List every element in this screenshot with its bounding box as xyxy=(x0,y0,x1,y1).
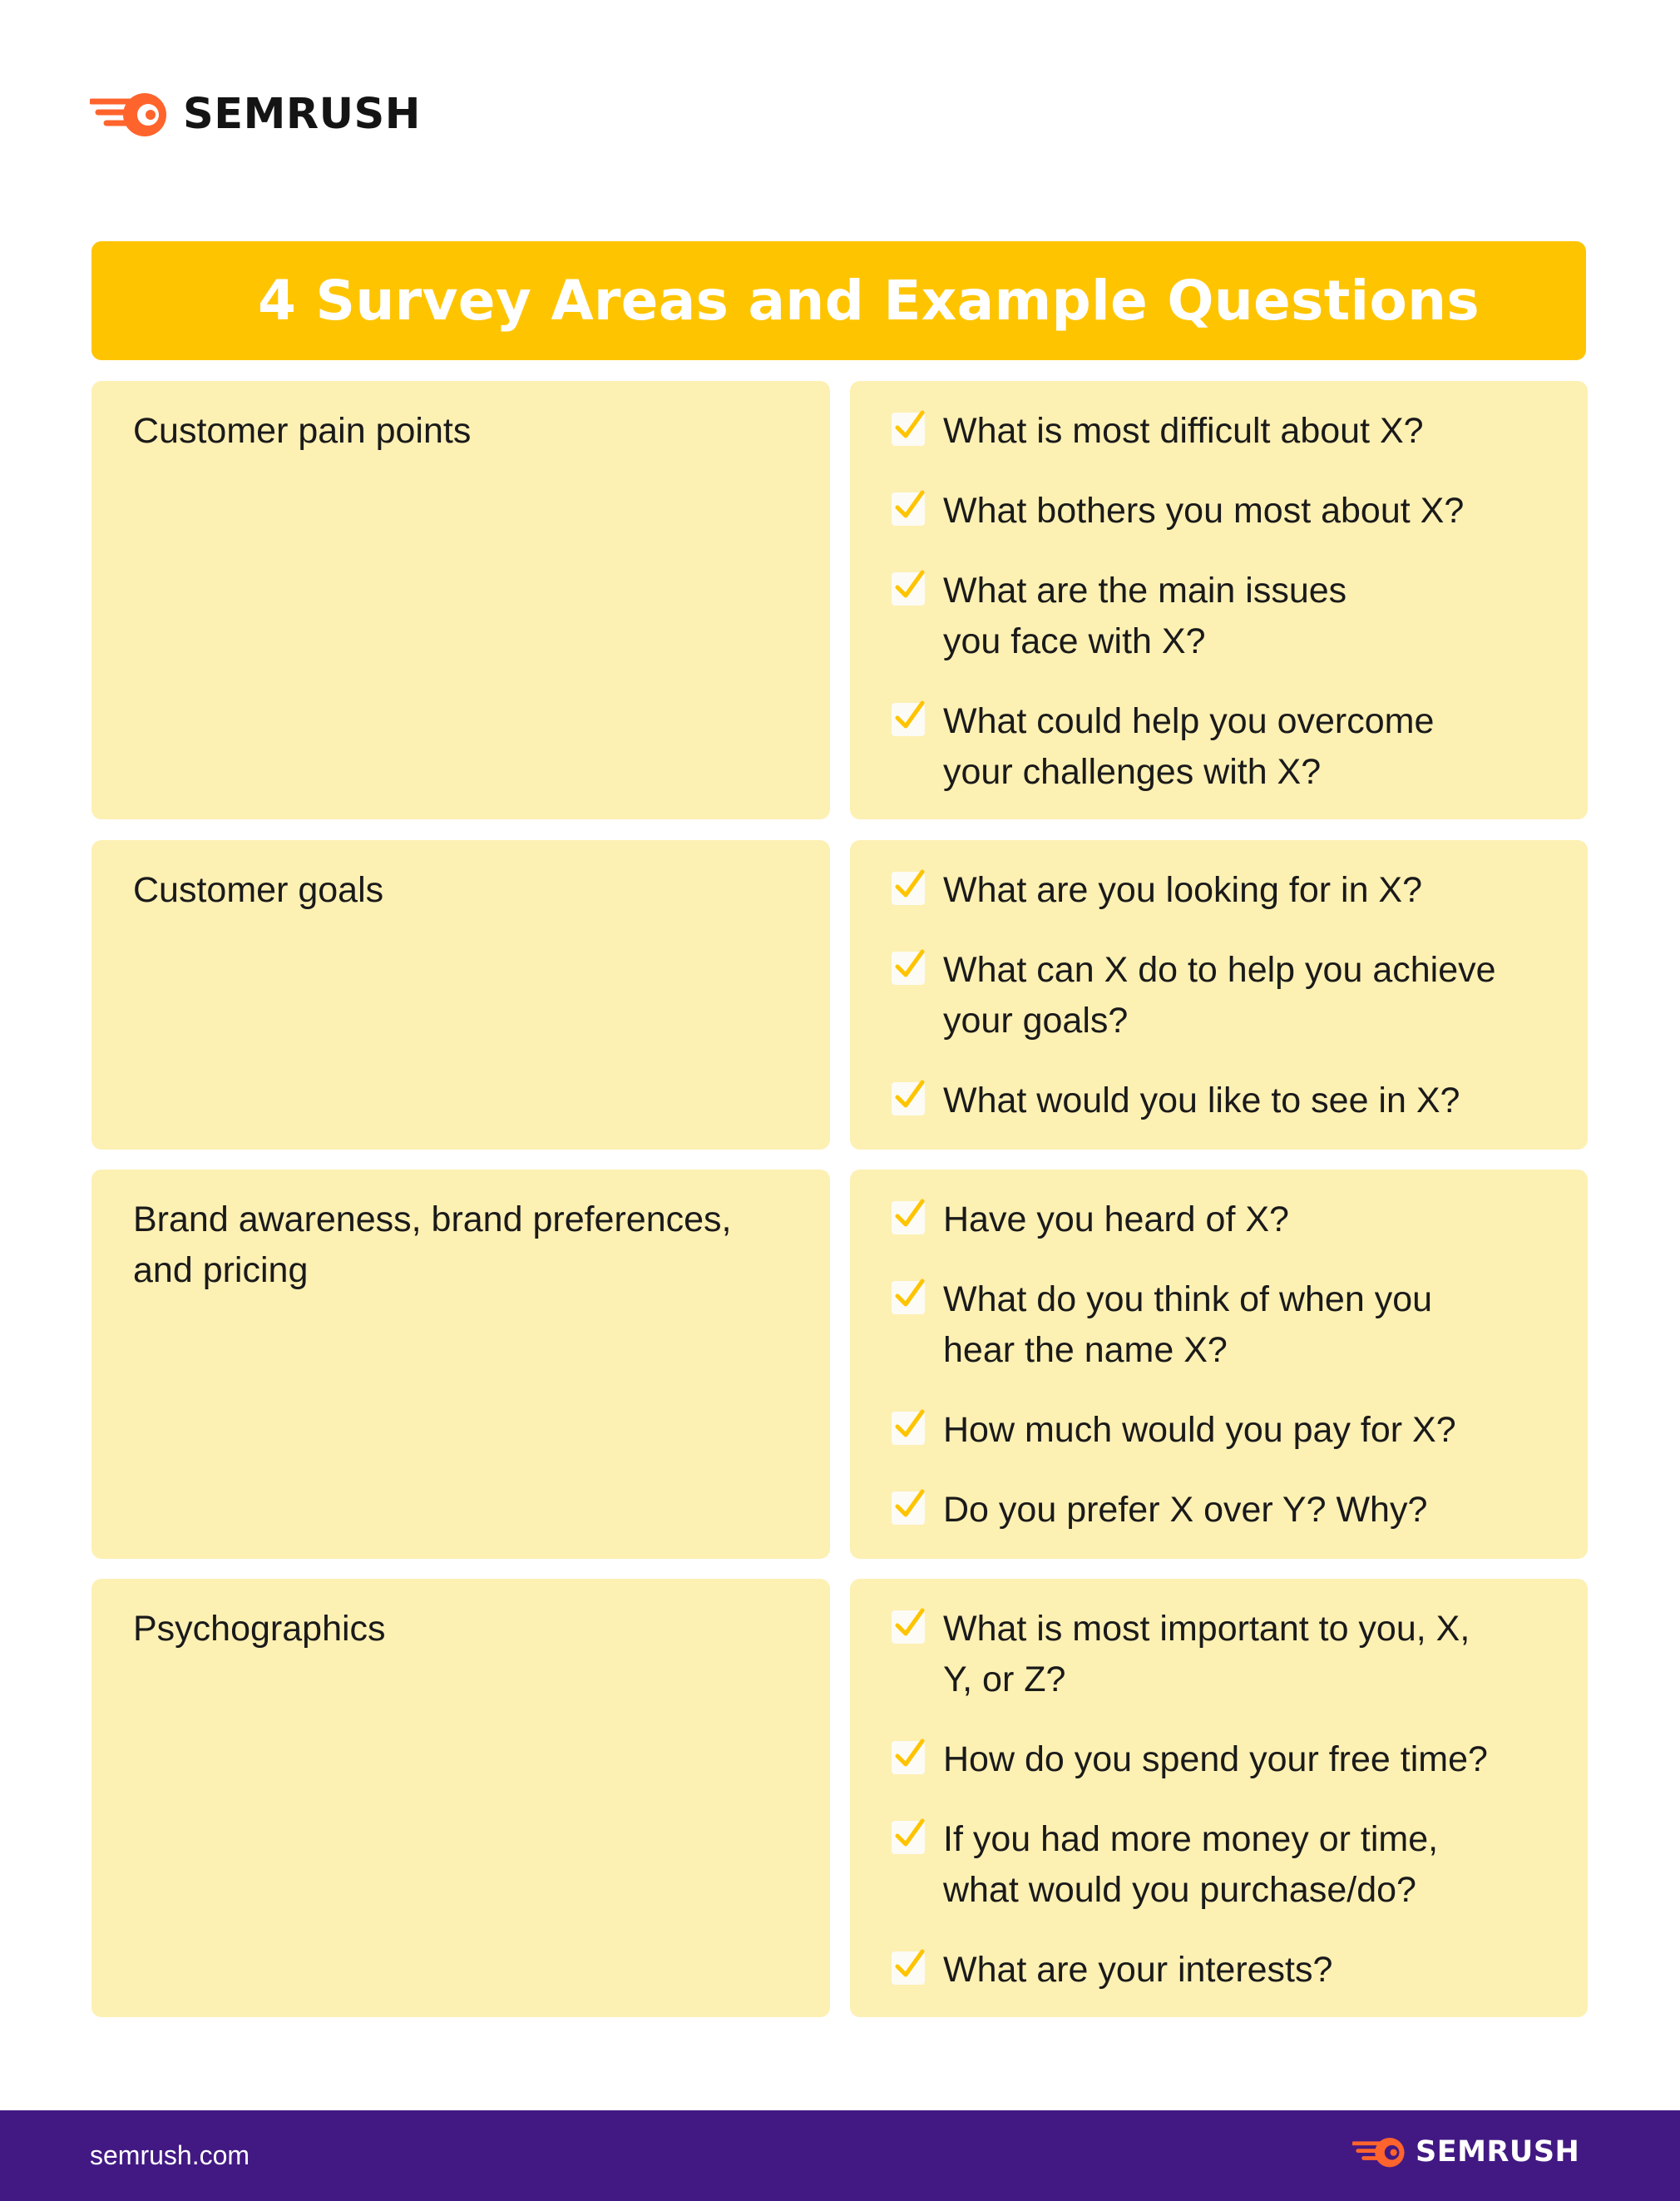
checkmark-icon xyxy=(892,1610,925,1644)
title-banner xyxy=(91,241,1586,360)
checkmark-icon xyxy=(892,1201,925,1234)
checkmark-icon xyxy=(892,1951,925,1985)
questions-cell-brand xyxy=(850,1170,1588,1559)
question-item xyxy=(892,696,1574,798)
question-text: What is most difficult about X? xyxy=(943,411,1424,451)
question-item xyxy=(892,1194,1574,1245)
checkmark-icon xyxy=(892,872,925,905)
question-text: What do you think of when you hear the name X? xyxy=(943,1279,1433,1370)
checkmark-icon xyxy=(892,492,925,526)
checkmark-icon xyxy=(892,1741,925,1774)
question-list xyxy=(892,1604,1574,1996)
questions-cell-goals xyxy=(850,840,1588,1150)
checkmark-icon xyxy=(892,1412,925,1445)
question-list xyxy=(892,865,1574,1126)
question-item xyxy=(892,566,1574,667)
question-item xyxy=(892,1945,1574,1996)
semrush-logo xyxy=(90,90,421,138)
question-text: Have you heard of X? xyxy=(943,1199,1289,1239)
question-text: What are you looking for in X? xyxy=(943,870,1423,910)
question-item xyxy=(892,1814,1574,1916)
question-text: What are the main issues you face with X? xyxy=(943,571,1347,661)
question-item xyxy=(892,1734,1574,1785)
question-item xyxy=(892,406,1574,457)
question-item xyxy=(892,1405,1574,1456)
checkmark-icon xyxy=(892,1281,925,1314)
area-label: Psychographics xyxy=(133,1609,386,1649)
question-item xyxy=(892,945,1574,1046)
checkmark-icon xyxy=(892,572,925,606)
question-item xyxy=(892,865,1574,916)
checkmark-icon xyxy=(892,1821,925,1854)
question-text: How much would you pay for X? xyxy=(943,1410,1456,1450)
area-label: Customer pain points xyxy=(133,411,472,451)
footer-url[interactable]: semrush.com xyxy=(90,2140,250,2170)
checkmark-icon xyxy=(892,703,925,736)
checkmark-icon xyxy=(892,1082,925,1115)
checkmark-icon xyxy=(892,413,925,446)
questions-cell-pain-points xyxy=(850,381,1588,819)
checkmark-icon xyxy=(892,952,925,985)
area-cell-goals xyxy=(91,840,830,1150)
question-text: What bothers you most about X? xyxy=(943,491,1465,531)
footer-wordmark: SEMRUSH xyxy=(1416,2134,1580,2169)
area-cell-brand xyxy=(91,1170,830,1559)
question-item xyxy=(892,1274,1574,1376)
question-text: What can X do to help you achieve your goals? xyxy=(943,950,1496,1041)
question-text: How do you spend your free time? xyxy=(943,1739,1488,1779)
question-text: Do you prefer X over Y? Why? xyxy=(943,1490,1428,1530)
question-item xyxy=(892,1485,1574,1536)
question-list xyxy=(892,406,1574,798)
page-title: 4 Survey Areas and Example Questions xyxy=(258,269,1480,333)
area-cell-pain-points xyxy=(91,381,830,819)
question-item xyxy=(892,1076,1574,1126)
semrush-flame-icon xyxy=(1352,2135,1409,2169)
footer-bar xyxy=(0,2110,1680,2201)
semrush-flame-icon xyxy=(90,90,173,138)
logo-wordmark: SEMRUSH xyxy=(183,89,421,139)
area-label: Brand awareness, brand preferences, and pricing xyxy=(133,1199,732,1290)
question-text: What could help you overcome your challenges with X? xyxy=(943,701,1435,792)
question-text: What would you like to see in X? xyxy=(943,1081,1460,1120)
question-item xyxy=(892,1604,1574,1705)
checkmark-icon xyxy=(892,1491,925,1525)
question-text: What is most important to you, X, Y, or Z? xyxy=(943,1609,1470,1699)
question-list xyxy=(892,1194,1574,1536)
question-text: What are your interests? xyxy=(943,1950,1333,1990)
questions-cell-psychographics xyxy=(850,1579,1588,2017)
area-label: Customer goals xyxy=(133,870,384,910)
footer-logo xyxy=(1352,2135,1579,2169)
question-item xyxy=(892,486,1574,537)
area-cell-psychographics xyxy=(91,1579,830,2017)
question-text: If you had more money or time, what would you purchase/do? xyxy=(943,1819,1439,1910)
